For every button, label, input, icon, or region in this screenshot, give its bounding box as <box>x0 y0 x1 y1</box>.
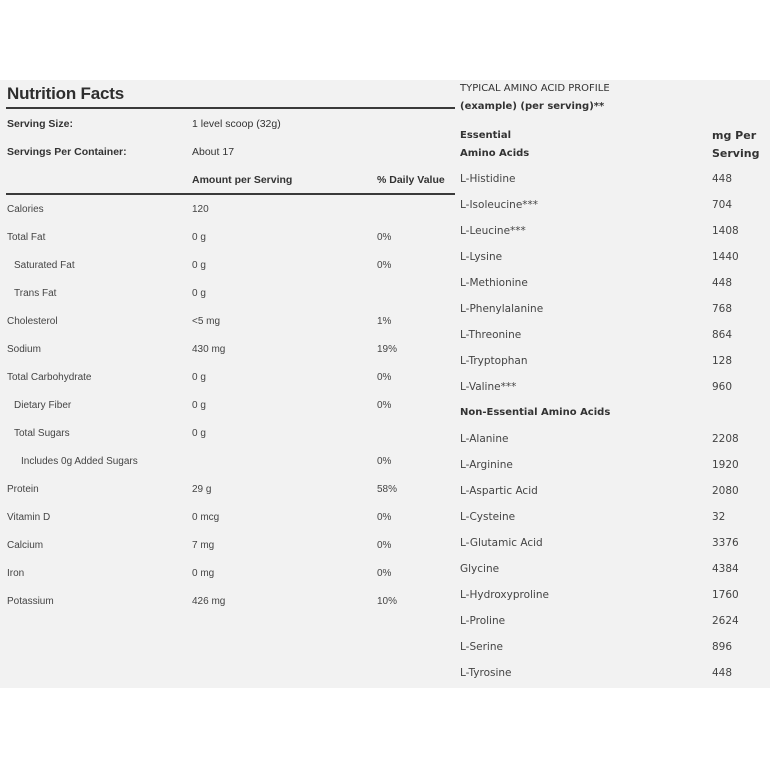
nutrient-amount: 430 mg <box>192 344 226 355</box>
nutrient-daily-value: 0% <box>377 372 392 383</box>
non-essential-header: Non-Essential Amino Acids <box>460 407 611 418</box>
amino-acid-row <box>458 459 770 479</box>
amino-acid-name: L-Leucine*** <box>460 225 526 237</box>
nutrient-name: Sodium <box>7 344 41 355</box>
nutrient-row <box>0 456 455 476</box>
amino-acid-mg: 704 <box>712 199 733 211</box>
nutrient-row <box>0 484 455 504</box>
nutrient-amount: 426 mg <box>192 596 226 607</box>
nutrient-name: Iron <box>7 568 25 579</box>
amino-acid-mg: 4384 <box>712 563 739 575</box>
nutrient-daily-value: 0% <box>377 568 392 579</box>
amino-acid-row <box>458 433 770 453</box>
nutrient-row <box>0 288 455 308</box>
amino-acid-row <box>458 667 770 687</box>
amount-header: Amount per Serving <box>192 174 293 186</box>
amino-acid-row <box>458 277 770 297</box>
nutrient-row <box>0 372 455 392</box>
amino-acid-mg: 1920 <box>712 459 739 471</box>
amino-acid-mg: 2080 <box>712 485 739 497</box>
amino-acid-name: L-Methionine <box>460 277 528 289</box>
nutrient-daily-value: 1% <box>377 316 392 327</box>
nutrient-name: Potassium <box>7 596 54 607</box>
amino-acid-name: L-Aspartic Acid <box>460 485 538 497</box>
servings-label: Servings Per Container: <box>7 146 127 158</box>
servings-value: About 17 <box>192 146 235 158</box>
amino-acid-name: L-Tyrosine <box>460 667 512 679</box>
nutrient-amount: 0 g <box>192 260 206 271</box>
amino-acid-mg: 1440 <box>712 251 739 263</box>
amino-acid-name: L-Histidine <box>460 173 516 185</box>
amino-acid-mg: 1760 <box>712 589 739 601</box>
amino-acid-mg: 448 <box>712 173 733 185</box>
nutrient-name: Trans Fat <box>14 288 57 299</box>
amino-acid-row <box>458 355 770 375</box>
amino-acid-mg: 1408 <box>712 225 739 237</box>
amino-acid-row <box>458 329 770 349</box>
serving-size-row <box>0 118 455 138</box>
nutrient-row <box>0 512 455 532</box>
amino-acid-name: L-Lysine <box>460 251 503 263</box>
amino-subtitle: (example) (per serving)** <box>460 101 605 112</box>
nutrient-amount: 0 g <box>192 400 206 411</box>
amino-acid-row <box>458 225 770 245</box>
amino-acid-mg: 2208 <box>712 433 739 445</box>
nutrient-daily-value: 0% <box>377 512 392 523</box>
nutrient-daily-value: 10% <box>377 596 398 607</box>
amino-acid-name: L-Threonine <box>460 329 522 341</box>
amino-acid-mg: 3376 <box>712 537 739 549</box>
amino-acid-mg: 32 <box>712 511 726 523</box>
amino-acid-row <box>458 511 770 531</box>
amino-acid-row <box>458 381 770 401</box>
nutrient-row <box>0 596 455 616</box>
servings-per-container-row <box>0 146 455 166</box>
nutrient-amount: 0 g <box>192 428 206 439</box>
nutrition-facts-title: Nutrition Facts <box>7 84 124 103</box>
nutrient-amount: 7 mg <box>192 540 215 551</box>
nutrient-name: Calcium <box>7 540 44 551</box>
amino-acid-profile <box>458 80 770 688</box>
amino-acid-mg: 768 <box>712 303 733 315</box>
amino-acid-mg: 128 <box>712 355 733 367</box>
nutrient-name: Total Fat <box>7 232 46 243</box>
amino-acid-row <box>458 199 770 219</box>
amino-acid-row <box>458 485 770 505</box>
amino-acid-name: L-Glutamic Acid <box>460 537 543 549</box>
essential-header <box>460 127 529 163</box>
amino-acid-row <box>458 641 770 661</box>
nutrient-daily-value: 0% <box>377 260 392 271</box>
nutrient-name: Protein <box>7 484 39 495</box>
mg-header-line2: Serving <box>712 147 760 160</box>
amino-acid-name: L-Hydroxyproline <box>460 589 549 601</box>
amino-acid-name: L-Alanine <box>460 433 509 445</box>
amino-acid-row <box>458 303 770 323</box>
nutrient-amount: 29 g <box>192 484 212 495</box>
nutrient-name: Dietary Fiber <box>14 400 72 411</box>
serving-size-value: 1 level scoop (32g) <box>192 118 281 130</box>
nutrient-name: Cholesterol <box>7 316 58 327</box>
amino-acid-mg: 2624 <box>712 615 739 627</box>
nutrient-daily-value: 0% <box>377 400 392 411</box>
nutrient-daily-value: 0% <box>377 456 392 467</box>
label-panel <box>0 80 770 688</box>
nutrient-daily-value: 58% <box>377 484 398 495</box>
nutrient-name: Includes 0g Added Sugars <box>21 456 138 467</box>
amino-acid-row <box>458 589 770 609</box>
nutrient-row <box>0 428 455 448</box>
amino-acid-row <box>458 173 770 193</box>
amino-acid-mg: 864 <box>712 329 733 341</box>
nutrient-row <box>0 316 455 336</box>
daily-value-header: % Daily Value <box>377 174 445 186</box>
amino-acid-name: L-Cysteine <box>460 511 516 523</box>
nutrient-name: Total Carbohydrate <box>7 372 92 383</box>
nutrient-daily-value: 0% <box>377 232 392 243</box>
amino-acid-name: L-Isoleucine*** <box>460 199 539 211</box>
nutrition-facts-table <box>0 80 455 688</box>
nutrient-amount: 120 <box>192 204 209 215</box>
nutrient-amount: 0 g <box>192 232 206 243</box>
essential-header-line1: Essential <box>460 130 512 141</box>
nutrient-row <box>0 568 455 588</box>
nutrient-name: Total Sugars <box>14 428 70 439</box>
header-divider <box>6 193 455 195</box>
nutrient-amount: 0 mg <box>192 568 215 579</box>
amino-acid-row <box>458 537 770 557</box>
amino-acid-row <box>458 563 770 583</box>
title-divider <box>6 107 455 109</box>
nutrient-row <box>0 344 455 364</box>
essential-header-line2: Amino Acids <box>460 148 530 159</box>
nutrient-name: Calories <box>7 204 44 215</box>
amino-title: TYPICAL AMINO ACID PROFILE <box>460 83 610 94</box>
amino-acid-name: L-Valine*** <box>460 381 517 393</box>
amino-acid-mg: 896 <box>712 641 733 653</box>
column-header-row <box>0 174 455 194</box>
nutrient-amount: 0 g <box>192 288 206 299</box>
nutrient-amount: 0 mcg <box>192 512 220 523</box>
nutrient-row <box>0 540 455 560</box>
amino-acid-name: L-Serine <box>460 641 503 653</box>
nutrient-daily-value: 19% <box>377 344 398 355</box>
amino-acid-mg: 448 <box>712 277 733 289</box>
nutrient-name: Vitamin D <box>7 512 51 523</box>
nutrient-row <box>0 260 455 280</box>
nutrient-amount: 0 g <box>192 372 206 383</box>
nutrient-amount: <5 mg <box>192 316 221 327</box>
serving-size-label: Serving Size: <box>7 118 73 130</box>
amino-acid-row <box>458 615 770 635</box>
nutrient-row <box>0 400 455 420</box>
amino-acid-name: Glycine <box>460 563 500 575</box>
amino-acid-name: L-Phenylalanine <box>460 303 544 315</box>
nutrient-row <box>0 232 455 252</box>
nutrient-name: Saturated Fat <box>14 260 75 271</box>
amino-acid-mg: 448 <box>712 667 733 679</box>
amino-acid-mg: 960 <box>712 381 733 393</box>
amino-acid-name: L-Tryptophan <box>460 355 528 367</box>
mg-header-line1: mg Per <box>712 129 757 142</box>
mg-per-serving-header <box>712 127 759 163</box>
amino-acid-row <box>458 251 770 271</box>
amino-acid-name: L-Arginine <box>460 459 513 471</box>
amino-acid-name: L-Proline <box>460 615 506 627</box>
nutrient-row <box>0 204 455 224</box>
nutrient-daily-value: 0% <box>377 540 392 551</box>
